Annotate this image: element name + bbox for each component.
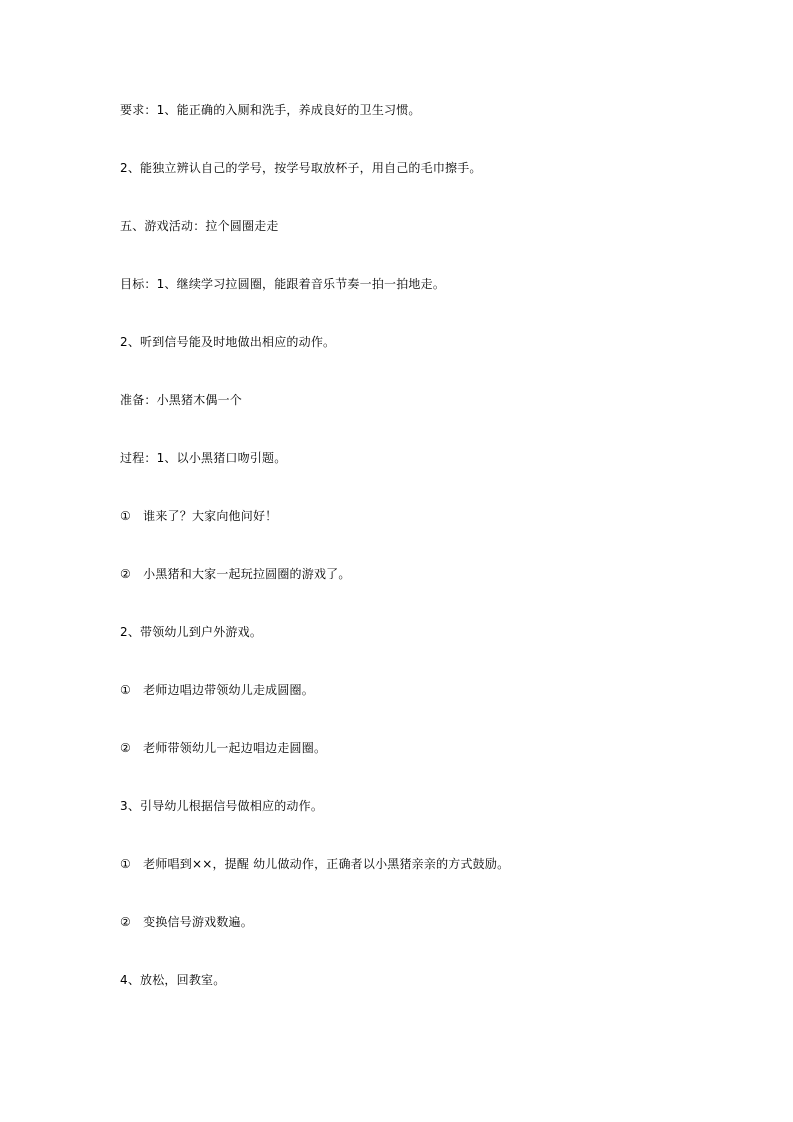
paragraph-goal-2: 2、听到信号能及时地做出相应的动作。 (120, 335, 336, 349)
list-item: ② 变换信号游戏数遍。 (120, 915, 253, 929)
paragraph-step-3: 3、引导幼儿根据信号做相应的动作。 (120, 799, 324, 813)
section-heading-game-activity: 五、游戏活动：拉个圆圈走走 (120, 219, 279, 233)
paragraph-requirement-2: 2、能独立辨认自己的学号，按学号取放杯子，用自己的毛巾擦手。 (120, 161, 482, 175)
paragraph-step-2: 2、带领幼儿到户外游戏。 (120, 625, 263, 639)
paragraph-goals: 目标：1、继续学习拉圆圈，能跟着音乐节奏一拍一拍地走。 (120, 277, 446, 291)
list-item: ① 谁来了？大家向他问好！ (120, 509, 278, 523)
document-body (120, 101, 740, 1029)
paragraph-requirements: 要求：1、能正确的入厕和洗手，养成良好的卫生习惯。 (120, 103, 421, 117)
list-item: ① 老师边唱边带领幼儿走成圆圈。 (120, 683, 314, 697)
list-item: ② 老师带领幼儿一起边唱边走圆圈。 (120, 741, 327, 755)
paragraph-process: 过程：1、以小黑猪口吻引题。 (120, 451, 287, 465)
paragraph-preparation: 准备：小黑猪木偶一个 (120, 393, 243, 407)
paragraph-step-4: 4、放松，回教室。 (120, 973, 226, 987)
list-item: ① 老师唱到××，提醒 幼儿做动作，正确者以小黑猪亲亲的方式鼓励。 (120, 857, 510, 871)
list-item: ② 小黑猪和大家一起玩拉圆圈的游戏了。 (120, 567, 351, 581)
